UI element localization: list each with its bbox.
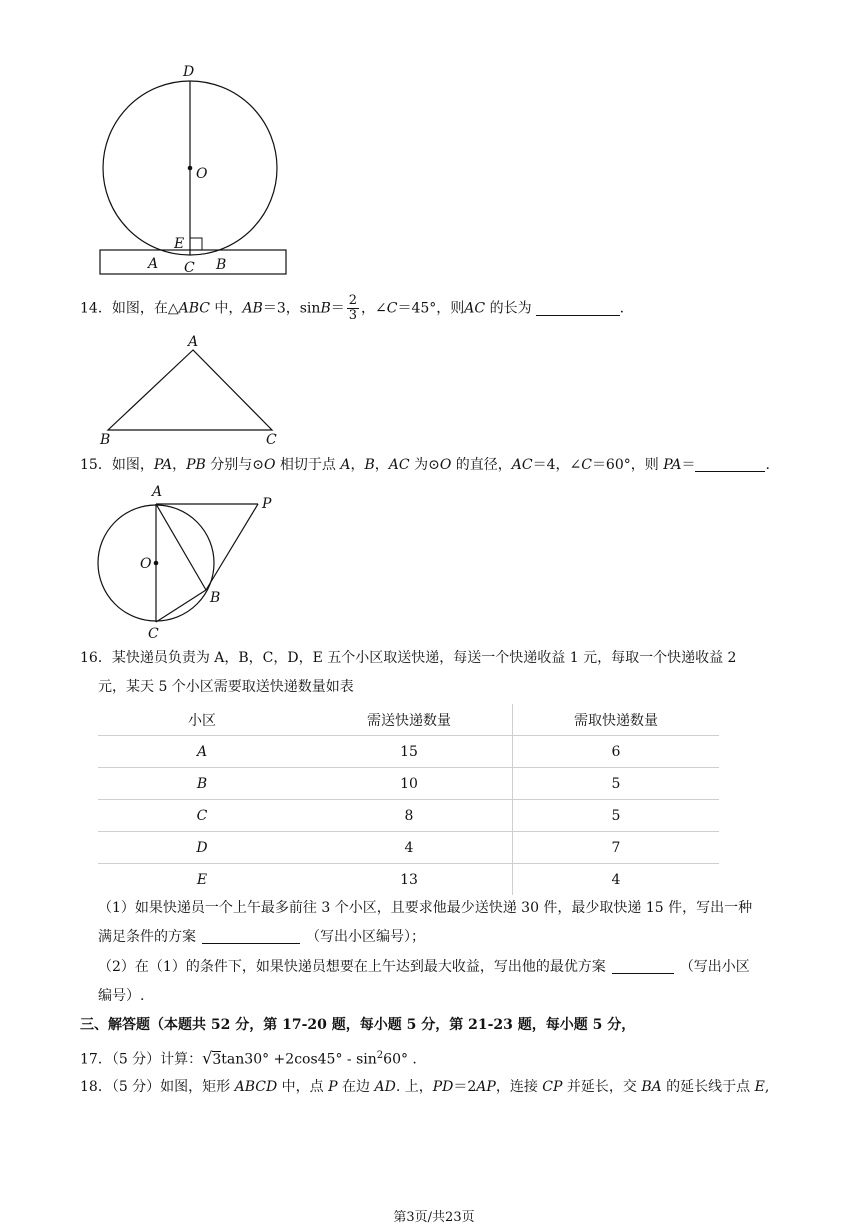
question-14: 14．如图，在△ABC 中，AB＝3，sinB＝ $\frac{2}{3}$ ，∠C＝45°，则AC 的长为 . (80, 293, 625, 323)
question-15: 15．如图，PA，PB 分别与⊙O 相切于点 A，B，AC 为⊙O 的直径，AC＝4，∠C＝60°，则 PA＝ . (80, 457, 770, 473)
question-17: 17．（5 分）计算：$√3\tan 30^\circ +2\cos 45^\circ - \sin^260^\circ$ . (80, 1048, 417, 1068)
table-cell: 4 (306, 832, 513, 864)
table-row (98, 864, 719, 896)
answer-blank-14 (536, 301, 620, 316)
sqrt-symbol: √ (202, 1048, 213, 1068)
tangent-pb (206, 504, 258, 590)
figure-13 (90, 60, 300, 280)
table-cell: 6 (513, 736, 720, 768)
question-16-part-1-line-2: 满足条件的方案 （写出小区编号）； (98, 929, 425, 945)
table-cell: 13 (306, 864, 513, 896)
label-b: B (100, 432, 111, 448)
table-cell: 10 (306, 768, 513, 800)
triangle-abc (108, 350, 272, 430)
chord-ab (156, 504, 206, 590)
section-3-heading: 三、解答题（本题共 52 分，第 17-20 题，每小题 5 分，第 21-23 题，每小题 5 分， (80, 1017, 636, 1033)
figure-14 (94, 332, 288, 448)
page-footer: 第3页/共23页 (393, 1210, 475, 1225)
label-d: D (183, 64, 195, 80)
answer-blank-15 (695, 457, 765, 472)
figure-15 (92, 480, 292, 642)
question-18: 18．（5 分）如图，矩形 ABCD 中，点 P 在边 AD. 上，PD＝2AP，连接 CP 并延长，交 BA 的延长线于点 E, (80, 1079, 770, 1095)
table-cell: 5 (513, 768, 720, 800)
table-cell: 15 (306, 736, 513, 768)
chord-bc (156, 590, 206, 622)
table-cell: 4 (513, 864, 720, 896)
answer-blank-16-1 (202, 929, 300, 944)
table-cell: A (98, 736, 306, 768)
label-b: B (210, 590, 221, 606)
right-angle-mark (190, 238, 202, 250)
question-16-part-2-line-1: （2）在（1）的条件下，如果快递员想要在上午达到最大收益，写出他的最优方案 （写出小区 (98, 959, 750, 975)
delivery-table (98, 704, 719, 895)
table-cell: E (98, 864, 306, 896)
label-o: O (196, 166, 208, 182)
label-e: E (174, 236, 185, 252)
label-a: A (148, 256, 159, 272)
center-dot-o (188, 166, 193, 171)
table-cell: D (98, 832, 306, 864)
center-dot-o (154, 561, 159, 566)
label-o: O (140, 556, 152, 572)
table-cell: C (98, 800, 306, 832)
header-cell: 需送快递数量 (306, 704, 513, 736)
answer-blank-16-2 (612, 959, 674, 974)
label-b: B (216, 257, 227, 273)
label-c: C (148, 626, 159, 642)
header-cell: 需取快递数量 (574, 712, 658, 729)
label-a: A (188, 334, 199, 350)
table-row (98, 800, 719, 832)
table-cell: 5 (513, 800, 720, 832)
question-16-line-1: 16．某快递员负责为 A，B，C，D，E 五个小区取送快递，每送一个快递收益 1 元，每取一个快递收益 2 (80, 650, 737, 666)
label-p: P (262, 496, 272, 512)
fraction-2-3: $\frac{2}{3}$ (348, 293, 358, 323)
header-cell: 小区 (188, 712, 216, 729)
label-c: C (184, 260, 195, 276)
question-16-part-2-line-2: 编号）. (98, 988, 145, 1004)
table-cell: 7 (513, 832, 720, 864)
question-16-part-1-line-1: （1）如果快递员一个上午最多前往 3 个小区，且要求他最少送快递 30 件，最少取快递 15 件，写出一种 (98, 900, 753, 916)
table-header-row (98, 704, 719, 736)
table-cell: 8 (306, 800, 513, 832)
table-row (98, 736, 719, 768)
table-row (98, 832, 719, 864)
label-a: A (152, 484, 163, 500)
label-c: C (266, 432, 277, 448)
table-cell: B (98, 768, 306, 800)
table-row (98, 768, 719, 800)
question-16-line-2: 元，某天 5 个小区需要取送快递数量如表 (98, 679, 354, 695)
